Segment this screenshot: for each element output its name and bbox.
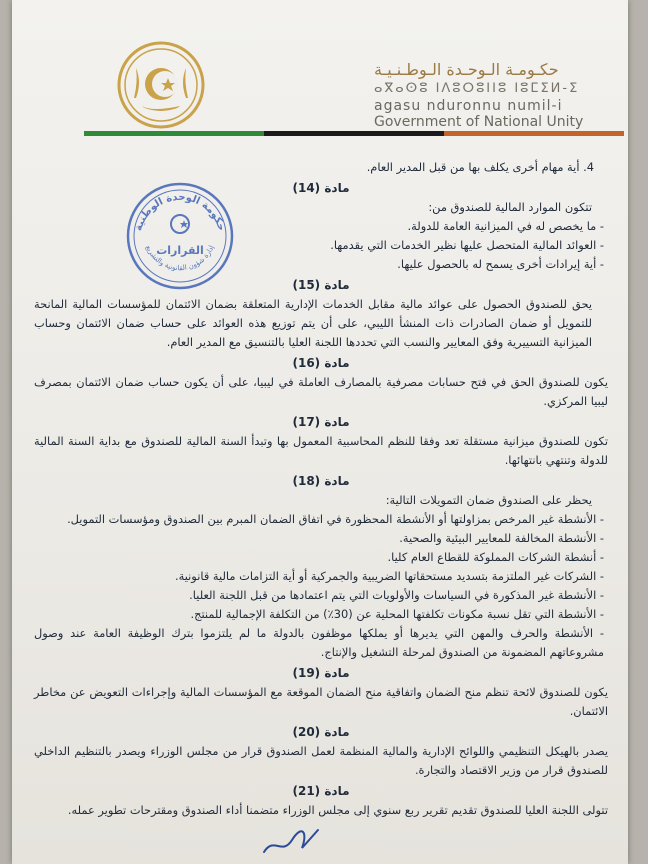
article-20-text: يصدر بالهيكل التنظيمي واللوائح الإدارية والمالية المنظمة لعمل الصندوق قرار من مجلس الوزراء ويصدر بالتنظيم الداخلي للصندوق قرار من وزير الاقتصاد والتجارة. [34, 744, 608, 777]
stamp-top-text: حكومة الوحدة الوطنية [133, 191, 227, 233]
letterhead-title-block [374, 60, 614, 130]
article-19-text: يكون للصندوق لائحة تنظم منح الضمان واتفاقية منح الضمان الموقعة مع المؤسسات المالية وإجراءات التعويض عن مخاطر الائتمان. [34, 685, 608, 718]
article-14-item: - أية إيرادات أخرى يسمح له بالحصول عليها. [34, 255, 608, 274]
article-15-text: يحق للصندوق الحصول على عوائد مالية مقابل الخدمات الإدارية المتعلقة بضمان الائتمان للمؤسسات المالية المانحة للتمويل أو ضمان الصادرات ذات المنشأ الليبي، على أن يتم توزيع هذه العوائد على حساب ضمان الائتمان وحساب الميزانية التسييرية وفق المعايير والنسب التي تحددها اللجنة العليا بالتنسيق مع المدير العام. [34, 297, 592, 349]
article-17-heading: مادة (17) [292, 415, 350, 429]
government-emblem-logo [116, 40, 206, 130]
item-4: 4. أية مهام أخرى يكلف بها من قبل المدير العام. [366, 160, 594, 174]
article-14-heading: مادة (14) [292, 181, 350, 195]
letterhead-english-name: Government of National Unity [374, 114, 584, 130]
document-page [12, 0, 628, 864]
signature-mark [258, 826, 328, 860]
article-18-item: - الأنشطة التي تقل نسبة مكونات تكلفتها المحلية عن (30٪) من التكلفة الإجمالية للمنتج. [34, 605, 608, 624]
article-14-item: - العوائد المالية المتحصل عليها نظير الخدمات التي يقدمها. [34, 236, 608, 255]
article-18-intro: يحظر على الصندوق ضمان التمويلات التالية: [385, 493, 592, 507]
black-stripe [264, 131, 444, 136]
orange-stripe [444, 131, 624, 136]
article-18-item: - الأنشطة غير المذكورة في السياسات والأولويات التي يتم اعتمادها من قبل اللجنة العليا. [34, 586, 608, 605]
article-18-item: - أنشطة الشركات المملوكة للقطاع العام كليا. [34, 548, 608, 567]
article-18-item: - الشركات غير الملتزمة بتسديد مستحقاتها الضريبية والجمركية أو أية التزامات مالية قانونية. [34, 567, 608, 586]
article-16-heading: مادة (16) [292, 356, 350, 370]
article-19-heading: مادة (19) [292, 666, 350, 680]
stamp-middle-text: القرارات [156, 244, 204, 257]
article-20-heading: مادة (20) [292, 725, 350, 739]
article-14-item: - ما يخصص له في الميزانية العامة للدولة. [34, 217, 608, 236]
letterhead-arabic-name: حكـومـة الـوحـدة الـوطـنـيـة [374, 60, 559, 79]
article-18-item: - الأنشطة والحرف والمهن التي يديرها أو يملكها موظفون بالدولة ما لم يلتزموا بترك الوظيفة العامة عند وصول مشروعاتهم المضمونة من الصندوق لمرحلة التشغيل والإنتاج. [34, 624, 608, 662]
stamp-bottom-text: إدارة شؤون القانونية والتشريع [144, 244, 216, 273]
article-18-item: - الأنشطة المخالفة للمعايير البيئية والصحية. [34, 529, 608, 548]
green-stripe [84, 131, 264, 136]
letterhead-amazigh-latin-name: agasu nduronnu numil-i [374, 98, 563, 114]
article-21-text: تتولى اللجنة العليا للصندوق تقديم تقرير ربع سنوي إلى مجلس الوزراء متضمنا أداء الصندوق ومقترحات تطوير عمله. [67, 803, 608, 817]
letterhead-tifinagh-name: ⴰⴳⴰⵙⵓ ⵏⴷⵓⵔⵓⵏⵏⵓ ⵏⵓⵎⵉⵍ-ⵉ [374, 81, 580, 96]
article-15-heading: مادة (15) [292, 278, 350, 292]
document-body [34, 158, 608, 820]
article-14-intro: تتكون الموارد المالية للصندوق من: [428, 200, 592, 214]
article-17-text: تكون للصندوق ميزانية مستقلة تعد وفقا للنظم المحاسبية المعمول بها وتبدأ السنة المالية للصندوق مع بداية السنة المالية للدولة وتنتهي بانتهائها. [34, 434, 608, 467]
article-21-heading: مادة (21) [292, 784, 350, 798]
article-16-text: يكون للصندوق الحق في فتح حسابات مصرفية بالمصارف العاملة في ليبيا، على أن يكون حساب ضمان الائتمان بمصرف ليبيا المركزي. [34, 375, 608, 408]
letterhead-color-bar [84, 131, 624, 136]
article-18-heading: مادة (18) [292, 474, 350, 488]
article-18-item: - الأنشطة غير المرخص بمزاولتها أو الأنشطة المحظورة في اتفاق الضمان المبرم بين الصندوق ومؤسسات التمويل. [34, 510, 608, 529]
